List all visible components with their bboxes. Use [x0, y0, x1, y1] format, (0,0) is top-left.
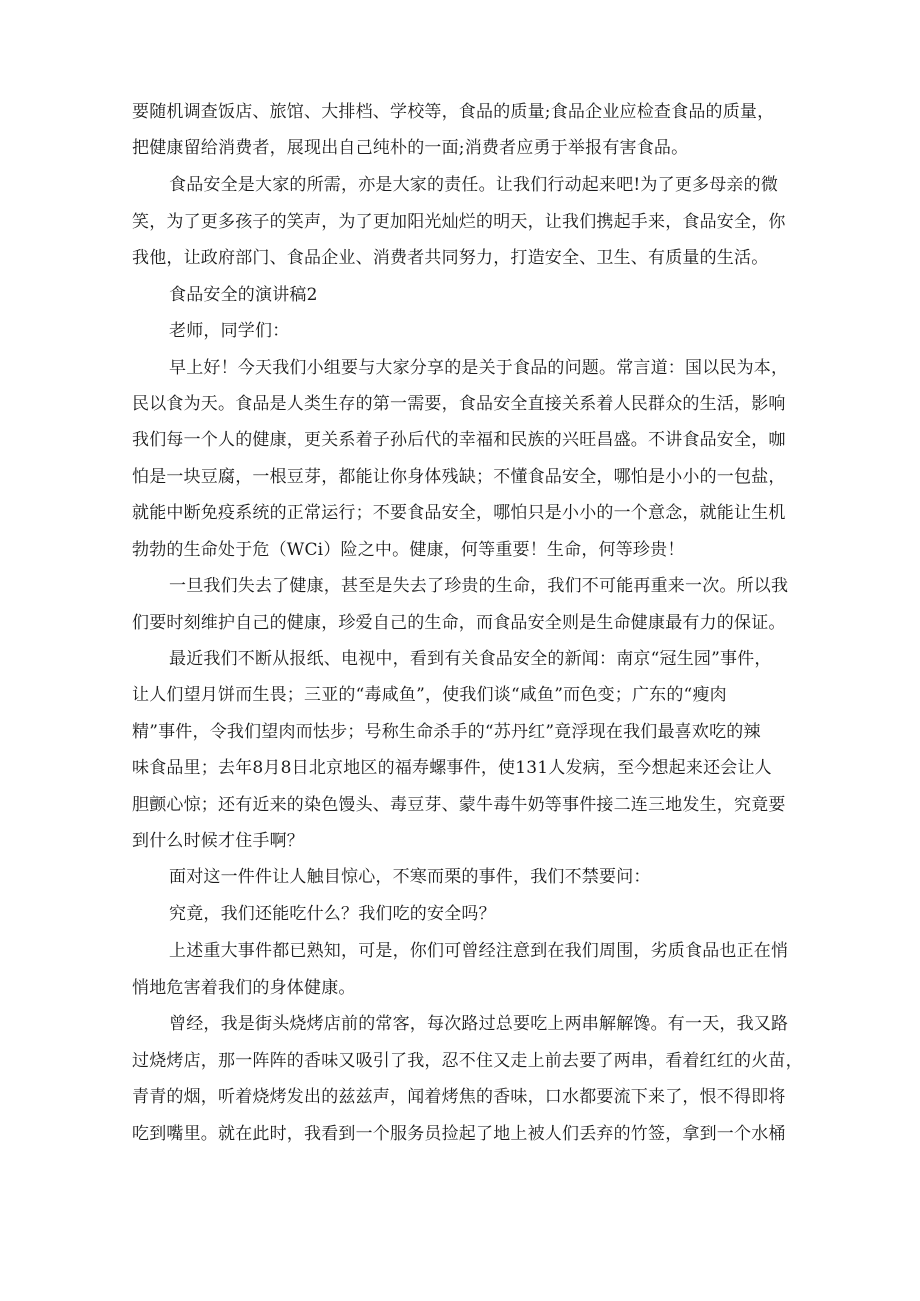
text-line: 一旦我们失去了健康，甚至是失去了珍贵的生命，我们不可能再重来一次。所以我: [169, 576, 789, 596]
text-line: 究竟，我们还能吃什么？我们吃的安全吗？: [169, 904, 496, 924]
text-line: 悄地危害着我们的身体健康。: [132, 978, 356, 998]
text-line: 精”事件，令我们望肉而怯步；号称生命杀手的“苏丹红”竟浮现在我们最喜欢吃的辣: [132, 722, 761, 742]
text-line: 味食品里；去年8月8日北京地区的福寿螺事件，使131人发病，至今想起来还会让人: [132, 758, 772, 778]
text-line: 胆颤心惊；还有近来的染色馒头、毒豆芽、蒙牛毒牛奶等事件接二连三地发生，究竟要: [132, 795, 786, 815]
text-line: 曾经，我是街头烧烤店前的常客，每次路过总要吃上两串解解馋。有一天，我又路: [169, 1014, 789, 1034]
text-line: 我们每一个人的健康，更关系着子孙后代的幸福和民族的兴旺昌盛。不讲食品安全，咖: [132, 430, 786, 450]
text-line: 就能中断免疫系统的正常运行；不要食品安全，哪怕只是小小的一个意念，就能让生机: [132, 503, 786, 523]
text-line: 怕是一块豆腐，一根豆芽，都能让你身体残缺；不懂食品安全，哪怕是小小的一包盐，: [132, 467, 786, 487]
text-line: 吃到嘴里。就在此时，我看到一个服务员捡起了地上被人们丢弃的竹签，拿到一个水桶: [132, 1124, 786, 1144]
text-line: 面对这一件件让人触目惊心，不寒而栗的事件，我们不禁要问：: [169, 867, 651, 887]
salutation: 老师，同学们：: [169, 321, 290, 341]
text-line: 要随机调查饭店、旅馆、大排档、学校等，食品的质量;食品企业应检查食品的质量，: [132, 102, 775, 122]
text-line: 民以食为天。食品是人类生存的第一需要，食品安全直接关系着人民群众的生活，影响: [132, 394, 786, 414]
text-line: 到什么时候才住手啊？: [132, 831, 304, 851]
text-line: 我他，让政府部门、食品企业、消费者共同努力，打造安全、卫生、有质量的生活。: [132, 248, 769, 268]
text-line: 们要时刻维护自己的健康，珍爱自己的生命，而食品安全则是生命健康最有力的保证。: [132, 613, 786, 633]
text-line: 食品安全是大家的所需，亦是大家的责任。让我们行动起来吧!为了更多母亲的微: [169, 175, 779, 195]
section-heading: 食品安全的演讲稿2: [169, 285, 318, 305]
text-line: 勃勃的生命处于危（WCi）险之中。健康，何等重要！生命，何等珍贵！: [132, 540, 685, 560]
text-line: 最近我们不断从报纸、电视中，看到有关食品安全的新闻：南京“冠生园”事件，: [169, 649, 772, 669]
text-line: 过烧烤店，那一阵阵的香味又吸引了我，忍不住又走上前去要了两串，看着红红的火苗，: [132, 1051, 803, 1071]
text-line: 让人们望月饼而生畏；三亚的“毒咸鱼”，使我们谈“咸鱼”而色变；广东的“瘦肉: [132, 685, 727, 705]
text-line: 青青的烟，听着烧烤发出的兹兹声，闻着烤焦的香味，口水都要流下来了，恨不得即将: [132, 1087, 786, 1107]
text-line: 早上好！今天我们小组要与大家分享的是关于食品的问题。常言道：国以民为本，: [169, 358, 789, 378]
text-line: 上述重大事件都已熟知，可是，你们可曾经注意到在我们周围，劣质食品也正在悄: [169, 941, 789, 961]
text-line: 笑，为了更多孩子的笑声，为了更加阳光灿烂的明天，让我们携起手来，食品安全，你: [132, 212, 786, 232]
text-line: 把健康留给消费者，展现出自己纯朴的一面;消费者应勇于举报有害食品。: [132, 138, 689, 158]
